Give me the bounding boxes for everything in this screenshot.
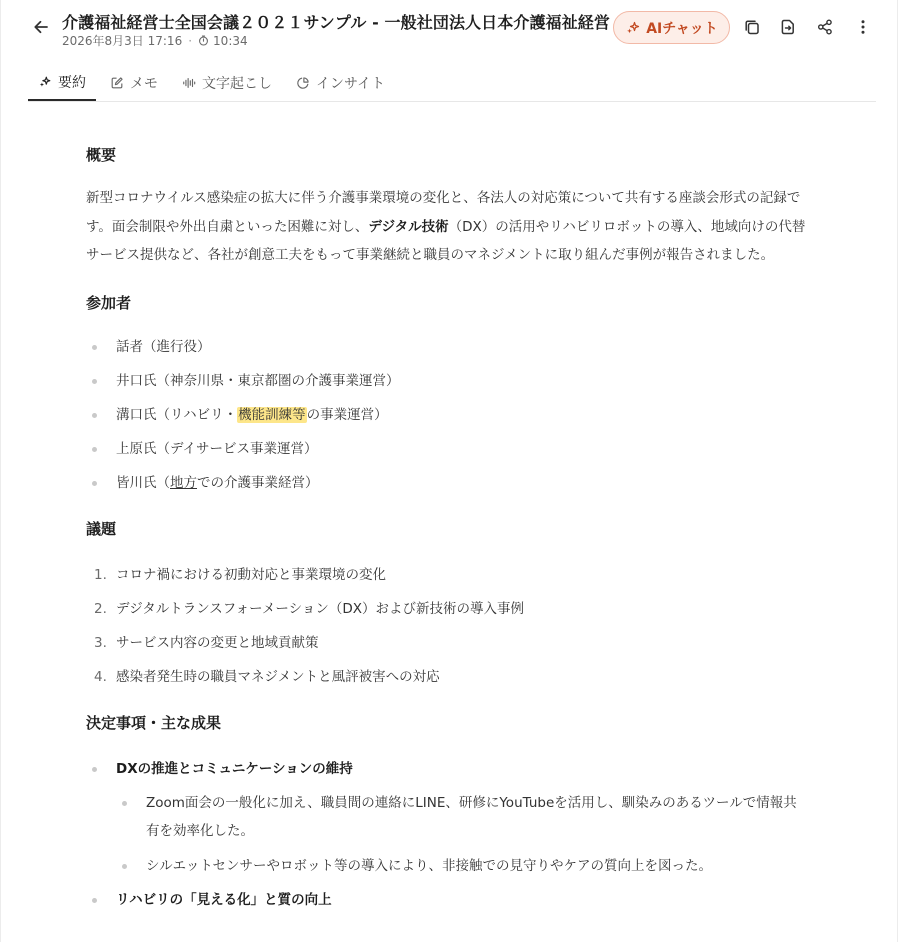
arrow-left-icon: [32, 18, 50, 36]
list-number: 3.: [94, 634, 107, 651]
bullet-dot: [92, 345, 97, 350]
more-options-button[interactable]: [851, 15, 875, 39]
bullet-dot: [92, 413, 97, 418]
decisions-heading: 決定事項・主な成果: [86, 713, 222, 732]
decision-1-detail-1: Zoom面会の一般化に加え、職員間の連絡にLINE、研修にYouTubeを活用し、馴染みのあるツールで情報共有を効率化した。: [146, 794, 797, 839]
bullet-dot: [92, 447, 97, 452]
agenda-heading: 議題: [86, 519, 117, 538]
tab-memo-label: メモ: [130, 75, 158, 92]
meta-separator: ·: [188, 33, 193, 48]
back-button[interactable]: [28, 14, 54, 40]
overview-text-1: 新型コロナウイルス感染症の拡大に伴う介護事業環境の変化と、各法人の対応策について共有する座談会形式の記録です。面会制限や外出自粛といった困難に対し、: [86, 190, 801, 235]
decision-2-title: リハビリの「見える化」と質の向上: [116, 891, 332, 908]
list-item: [86, 752, 806, 786]
participant-1: 話者（進行役）: [116, 338, 211, 355]
participants-list: [86, 330, 806, 500]
list-item: [86, 432, 806, 466]
tab-memo[interactable]: [100, 64, 168, 101]
agenda-item: コロナ禍における初動対応と事業環境の変化: [116, 566, 386, 583]
agenda-item: 感染者発生時の職員マネジメントと風評被害への対応: [116, 668, 440, 685]
participant-5-text-a: 皆川氏（: [116, 474, 170, 491]
list-item: [86, 660, 806, 694]
tab-transcript[interactable]: [172, 64, 282, 101]
tab-summary[interactable]: [28, 64, 96, 101]
edit-note-icon: [110, 76, 124, 90]
list-item: [86, 626, 806, 660]
list-item: [86, 592, 806, 626]
export-button[interactable]: [776, 15, 800, 39]
pie-chart-icon: [296, 76, 310, 90]
bullet-dot: [92, 379, 97, 384]
list-item: [86, 364, 806, 398]
view-tabs: [28, 64, 399, 101]
bullet-dot: [122, 864, 127, 869]
participant-2: 井口氏（神奈川県・東京都圏の介護事業運営）: [116, 372, 400, 389]
overview-heading: 概要: [86, 146, 117, 164]
tab-transcript-label: 文字起こし: [202, 75, 272, 92]
highlighted-term[interactable]: 機能訓練等: [238, 406, 306, 423]
tab-insight-label: インサイト: [316, 75, 386, 92]
list-item: [86, 330, 806, 364]
timer-icon: [198, 35, 209, 46]
ai-chat-label: AIチャット: [646, 20, 718, 37]
decision-1-title: DXの推進とコミュニケーションの維持: [116, 760, 353, 777]
sparkle-icon: [38, 75, 52, 89]
underlined-term[interactable]: 地方: [170, 474, 197, 491]
overview-paragraph: [86, 184, 806, 270]
page-title: 介護福祉経営士全国会議２０２１サンプル - 一般社団法人日本介護福祉経営: [62, 13, 610, 32]
more-vertical-icon: [854, 18, 872, 36]
share-button[interactable]: [813, 15, 837, 39]
list-number: 4.: [94, 668, 107, 685]
decision-1-detail-2: シルエットセンサーやロボット等の導入により、非接触での見守りやケアの質向上を図った。: [146, 857, 712, 874]
agenda-list: [86, 558, 806, 694]
bullet-dot: [122, 801, 127, 806]
agenda-item: デジタルトランスフォーメーション（DX）および新技術の導入事例: [116, 600, 525, 617]
overview-bold-term: デジタル技術: [368, 218, 449, 235]
list-item: [86, 849, 806, 883]
list-number: 1.: [94, 566, 107, 583]
ai-chat-button[interactable]: [613, 11, 730, 44]
sparkle-icon: [625, 20, 641, 36]
participant-5-text-b: での介護事業経営）: [197, 474, 319, 491]
list-item: [86, 398, 806, 432]
list-item: [86, 558, 806, 592]
copy-button[interactable]: [740, 15, 764, 39]
agenda-item: サービス内容の変更と地域貢献策: [116, 634, 319, 651]
list-number: 2.: [94, 600, 107, 617]
bullet-dot: [92, 898, 97, 903]
recording-date: 2026年8月3日 17:16: [62, 34, 183, 48]
waveform-icon: [182, 76, 196, 90]
bullet-dot: [92, 767, 97, 772]
list-item: [86, 883, 806, 917]
recording-meta: [62, 32, 248, 49]
summary-content: [86, 138, 806, 917]
decisions-list: [86, 752, 806, 917]
participants-heading: 参加者: [86, 293, 132, 312]
tabs-divider: [28, 101, 876, 102]
participant-3-text-a: 溝口氏（リハビリ・: [116, 406, 238, 423]
list-item: [86, 466, 806, 500]
copy-icon: [743, 18, 761, 36]
bullet-dot: [92, 481, 97, 486]
list-item: [86, 786, 806, 849]
file-export-icon: [779, 18, 797, 36]
participant-4: 上原氏（デイサービス事業運営）: [116, 440, 318, 457]
participant-3-text-b: の事業運営）: [306, 406, 388, 423]
overview-text-2: （DX）の活用やリハビリロボットの導入、地域向けの代替サービス提供など、各社が創意工夫をもって事業継続と職員のマネジメントに取り組んだ事例が報告されました。: [86, 218, 806, 263]
recording-duration: 10:34: [213, 33, 248, 48]
tab-summary-label: 要約: [58, 74, 86, 91]
tab-insight[interactable]: [286, 64, 395, 101]
share-icon: [816, 18, 834, 36]
header: [0, 0, 898, 56]
